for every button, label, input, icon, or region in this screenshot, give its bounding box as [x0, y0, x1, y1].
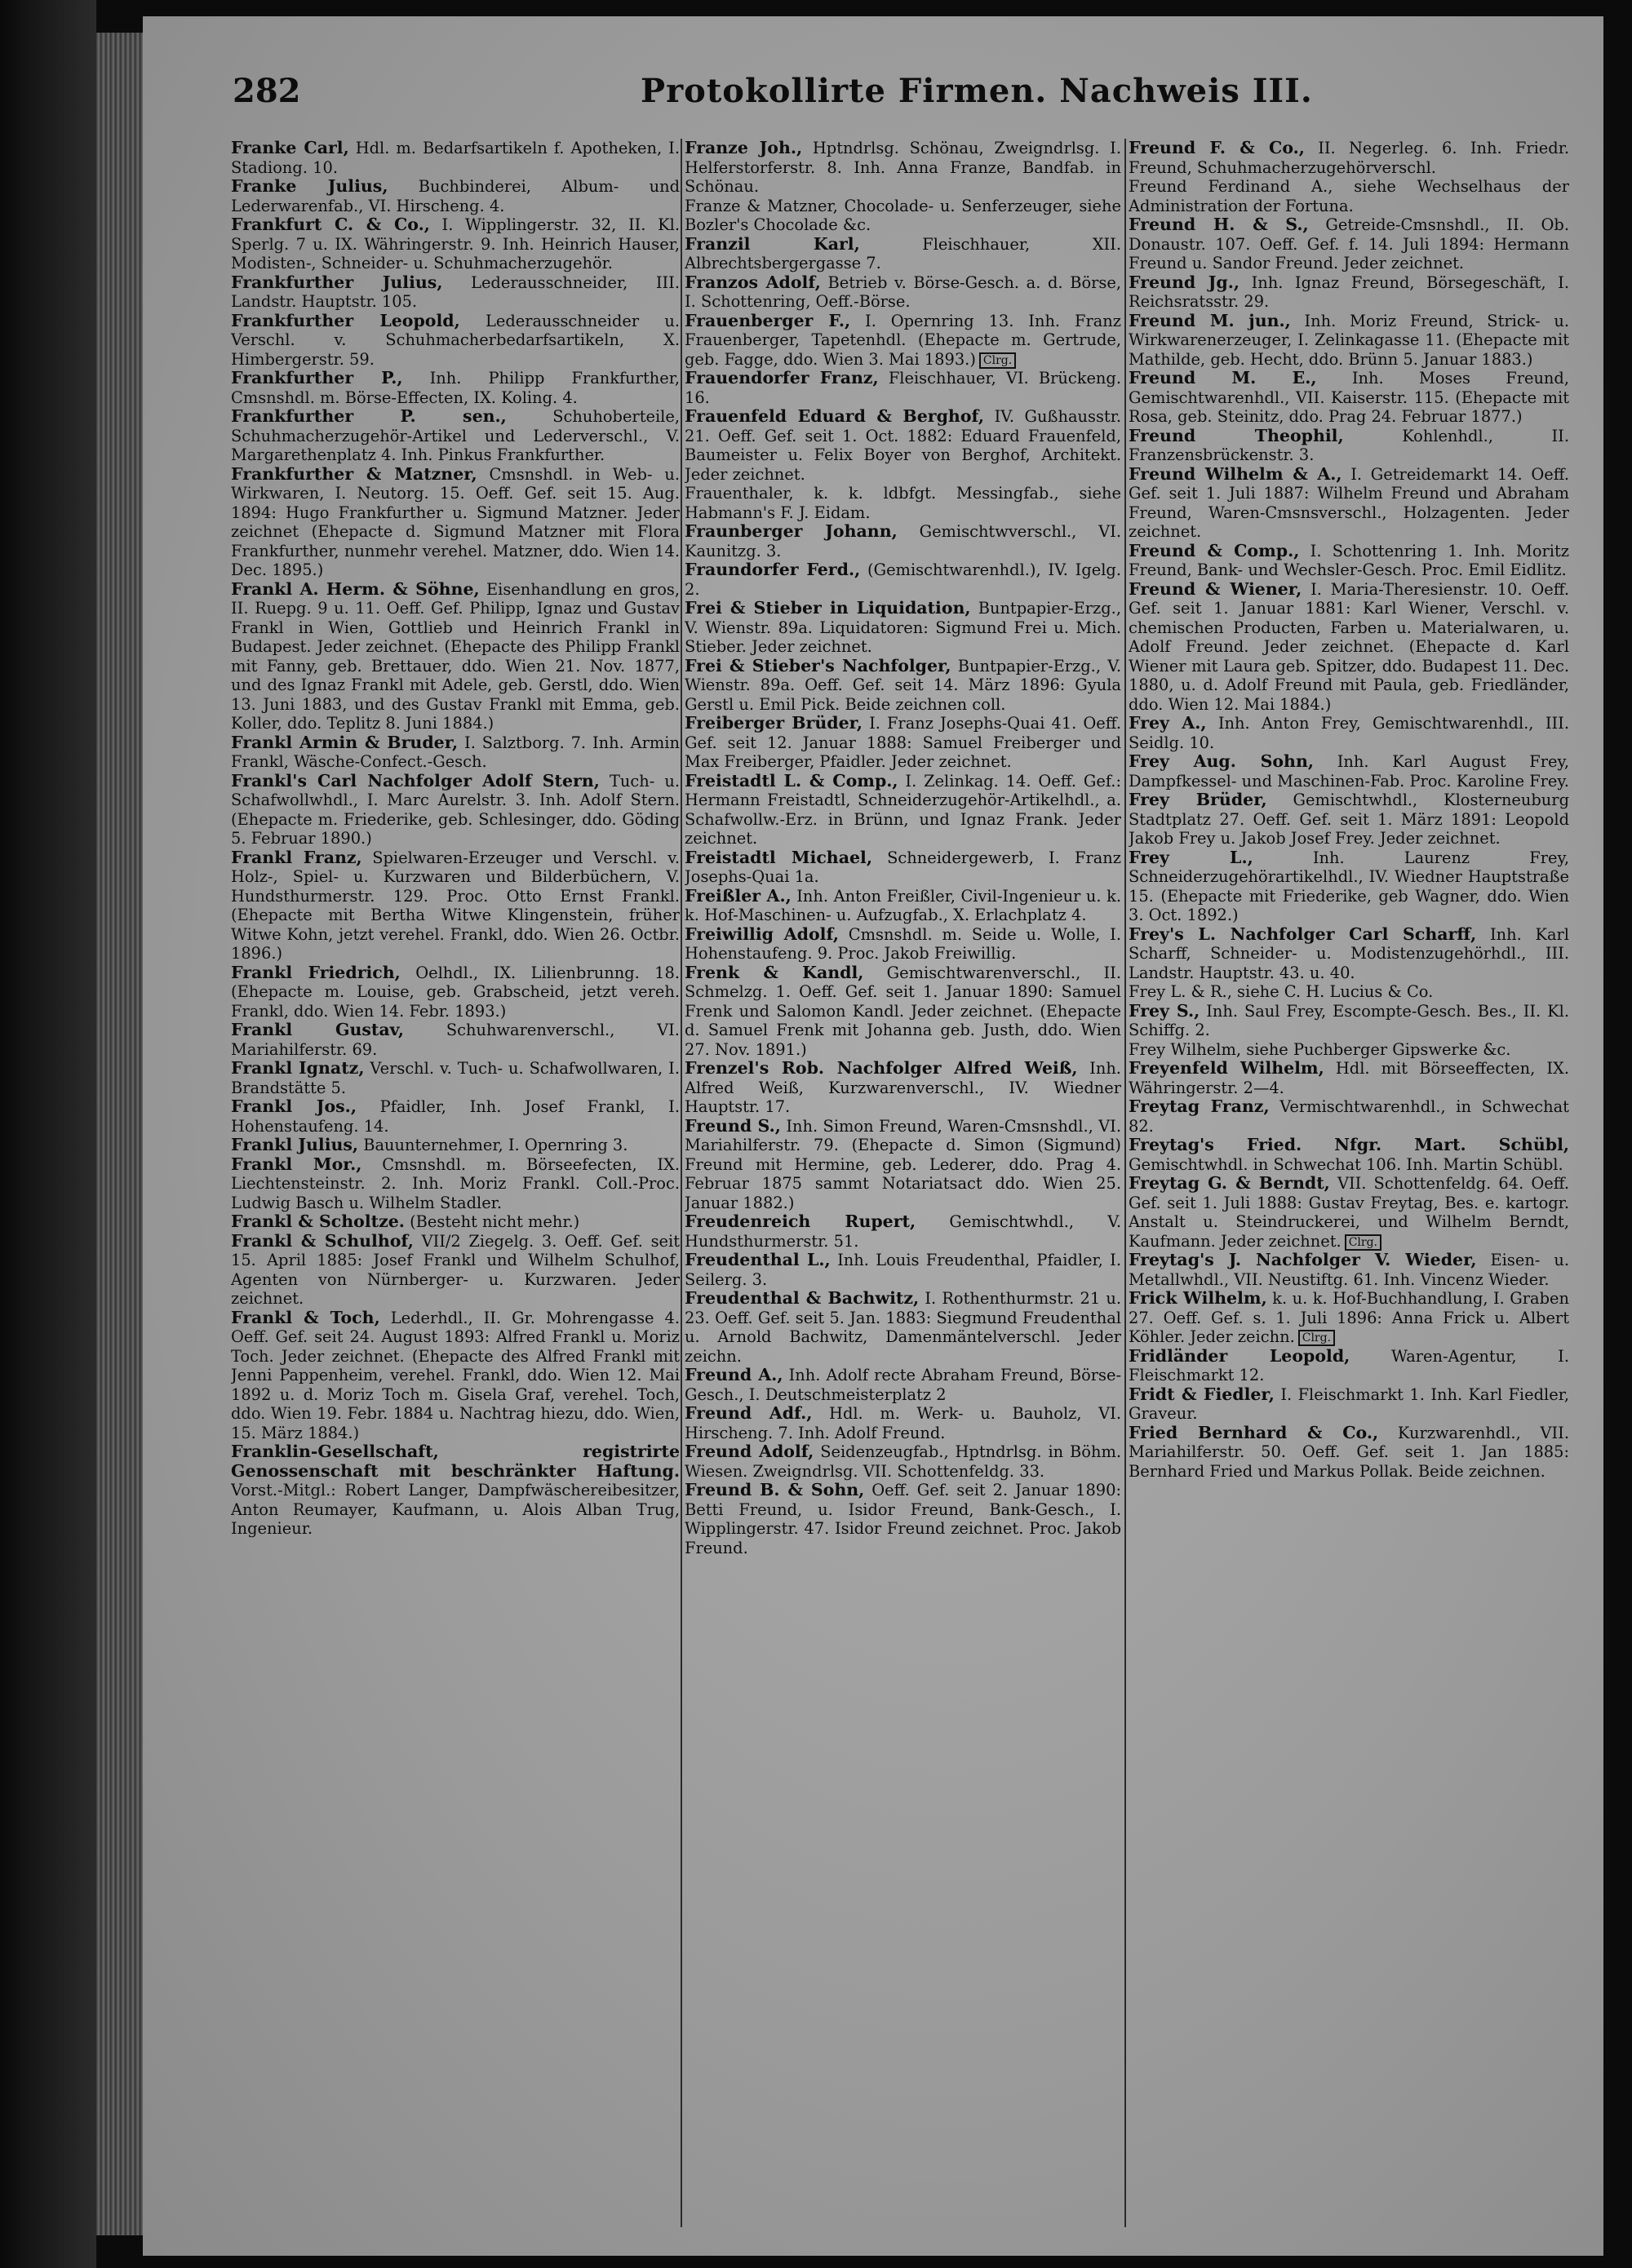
- directory-entry: [1129, 139, 1569, 177]
- firm-name: Freund M. E.,: [1129, 368, 1317, 388]
- entry-text: Seidenzeugfab., Hptndrlsg. in Böhm. Wiesen. Zweigndrlsg. VII. Schottenfeldg. 33.: [685, 1442, 1121, 1481]
- entry-text: (Gemischtwarenhdl.), IV. Igelg. 2.: [685, 560, 1121, 599]
- firm-name: Frenk & Kandl,: [685, 962, 864, 982]
- entry-text: Gemischtwhdl., V. Hundsthurmerstr. 51.: [685, 1212, 1121, 1251]
- entry-text: Schuhoberteile, Schuhmacherzugehör-Artikel und Lederverschl., V. Margarethenplatz 4. Inh. Pinkus Frankfurther.: [231, 407, 680, 464]
- directory-entry: [231, 733, 680, 772]
- firm-name: Frankl Franz,: [231, 847, 362, 867]
- directory-entry: [1129, 215, 1569, 273]
- firm-name: Freißler A.,: [685, 885, 792, 906]
- firm-name: Freytag Franz,: [1129, 1096, 1270, 1116]
- directory-entry: [1129, 1251, 1569, 1289]
- book-spine: [0, 0, 96, 2268]
- firm-name: Franze Joh.,: [685, 139, 803, 157]
- firm-name: Frey S.,: [1129, 1000, 1200, 1021]
- directory-entry: [685, 848, 1121, 887]
- entry-text: Kurzwarenhdl., VII. Mariahilferstr. 50. Oeff. Gef. seit 1. Jan 1885: Bernhard Fried und Markus Pollak. Beide zeichnen.: [1129, 1423, 1569, 1481]
- firm-name: Freudenreich Rupert,: [685, 1212, 916, 1231]
- directory-entry: [685, 312, 1121, 370]
- entry-text: Lederausschneider, III. Landstr. Hauptstr. 105.: [231, 272, 680, 311]
- column-1: [231, 139, 680, 2227]
- directory-entry: [685, 1442, 1121, 1481]
- directory-entry: [685, 772, 1121, 848]
- directory-entry: [231, 1442, 680, 1539]
- directory-entry: [231, 580, 680, 733]
- firm-name: Freund & Comp.,: [1129, 540, 1300, 560]
- directory-entry: [1129, 1347, 1569, 1385]
- column-3: [1129, 139, 1569, 2227]
- firm-name: Frey L.,: [1129, 847, 1253, 867]
- directory-entry: [231, 772, 680, 848]
- directory-entry: [685, 1289, 1121, 1366]
- entry-text: Betrieb v. Börse-Gesch. a. d. Börse, I. Schottenring, Oeff.-Börse.: [685, 272, 1121, 311]
- firm-name: Freund Jg.,: [1129, 272, 1240, 292]
- firm-name: Freytag's J. Nachfolger V. Wieder,: [1129, 1250, 1477, 1269]
- directory-entry: [685, 887, 1121, 925]
- entry-text: Gemischtwarenverschl., II. Schmelzg. 1. Oeff. Gef. seit 1. Januar 1890: Samuel Frenk und Salomon Kandl. Jeder zeichnet. (Ehepacte d. Samuel Frenk mit Johanna geb. Justh, ddo. Wien 27. Nov. 1891.): [685, 963, 1121, 1059]
- firm-name: Frankfurther Julius,: [231, 272, 443, 292]
- entry-text: IV. Gußhausstr. 21. Oeff. Gef. seit 1. Oct. 1882: Eduard Frauenfeld, Baumeister u. Felix Boyer von Berghof, Architekt. Jeder zeichnet.: [685, 407, 1121, 484]
- directory-entry: [685, 369, 1121, 407]
- directory-entry: [231, 1155, 680, 1213]
- firm-name: Franzil Karl,: [685, 233, 860, 254]
- firm-name: Frankl Gustav,: [231, 1020, 405, 1039]
- firm-name: Franklin-Gesellschaft, registrirte Genossenschaft mit beschränkter Haftung.: [231, 1442, 680, 1481]
- directory-entry: [685, 235, 1121, 273]
- clearing-stamp: Clrg.: [1345, 1234, 1381, 1251]
- firm-name: Frey A.,: [1129, 713, 1207, 733]
- directory-entry: [685, 1481, 1121, 1557]
- entry-text: Inh. Laurenz Frey, Schneiderzugehörartikelhdl., IV. Wiedner Hauptstraße 15. (Ehepacte mit Friederike, geb Wagner, ddo. Wien 3. Oct. 1892.): [1129, 848, 1569, 924]
- entry-text: (Besteht nicht mehr.): [410, 1212, 580, 1231]
- firm-name: Freund Adf.,: [685, 1403, 813, 1423]
- firm-name: Freund M. jun.,: [1129, 310, 1291, 330]
- entry-text: I. Wipplingerstr. 32, II. Kl. Sperlg. 7 u. IX. Währingerstr. 9. Inh. Heinrich Hauser, Modisten-, Schneider- u. Schuhmacherzugehör.: [231, 215, 680, 272]
- directory-entry: [231, 465, 680, 580]
- directory-entry: [1129, 177, 1569, 215]
- directory-entry: [231, 1059, 680, 1097]
- entry-text: Cmsnshdl. m. Seide u. Wolle, I. Hohenstaufeng. 9. Proc. Jakob Freiwillig.: [685, 924, 1121, 963]
- directory-entry: [1129, 427, 1569, 465]
- entry-text: Frauenthaler, k. k. ldbfgt. Messingfab., siehe Habmann's F. J. Eidam.: [685, 484, 1121, 522]
- entry-text: Gemischtwverschl., VI. Kaunitzg. 3.: [685, 522, 1121, 560]
- firm-name: Frankl's Carl Nachfolger Adolf Stern,: [231, 770, 600, 791]
- entry-text: Buntpapier-Erzg., V. Wienstr. 89a. Liquidatoren: Sigmund Frei u. Mich. Stieber. Jeder zeichnet.: [685, 599, 1121, 656]
- firm-name: Frenzel's Rob. Nachfolger Alfred Weiß,: [685, 1058, 1078, 1078]
- directory-entry: [231, 848, 680, 963]
- entry-text: I. Franz Josephs-Quai 41. Oeff. Gef. seit 12. Januar 1888: Samuel Freiberger und Max Freiberger, Pfaidler. Jeder zeichnet.: [685, 714, 1121, 771]
- directory-entry: [231, 1136, 680, 1155]
- directory-entry: [231, 1309, 680, 1443]
- directory-entry: [1129, 1289, 1569, 1347]
- entry-text: Hptndrlsg. Schönau, Zweigndrlsg. I. Helferstorferstr. 8. Inh. Anna Franze, Bandfab. in Schönau.: [685, 139, 1121, 196]
- directory-entry: [685, 484, 1121, 522]
- firm-name: Fridländer Leopold,: [1129, 1345, 1350, 1366]
- entry-text: Gemischtwhdl. in Schwechat 106. Inh. Martin Schübl.: [1129, 1154, 1563, 1174]
- entry-text: Verschl. v. Tuch- u. Schafwollwaren, I. Brandstätte 5.: [231, 1059, 680, 1097]
- entry-text: Tuch- u. Schafwollwhdl., I. Marc Aurelstr. 3. Inh. Adolf Stern. (Ehepacte m. Friederike, geb. Schlesinger, ddo. Göding 5. Februar 1890.): [231, 771, 680, 848]
- entry-text: Buntpapier-Erzg., V. Wienstr. 89a. Oeff. Gef. seit 14. März 1896: Gyula Gerstl u. Emil Pick. Beide zeichnen coll.: [685, 656, 1121, 714]
- directory-entry: [231, 369, 680, 407]
- firm-name: Fraundorfer Ferd.,: [685, 560, 861, 579]
- entry-text: Gemischtwhdl., Klosterneuburg Stadtplatz 27. Oeff. Gef. seit 1. März 1891: Leopold Jakob Frey u. Jakob Josef Frey. Jeder zeichnet.: [1129, 791, 1569, 848]
- directory-entry: [231, 273, 680, 312]
- firm-name: Frey Brüder,: [1129, 790, 1267, 809]
- directory-entry: [685, 1404, 1121, 1442]
- firm-name: Freudenthal L.,: [685, 1250, 831, 1269]
- directory-entry: [685, 963, 1121, 1060]
- firm-name: Freund B. & Sohn,: [685, 1480, 865, 1499]
- entry-text: I. Getreidemarkt 14. Oeff. Gef. seit 1. Juli 1887: Wilhelm Freund und Abraham Freund, Waren-Cmsnsverschl., Holzagenten. Jeder zeichnet.: [1129, 464, 1569, 541]
- entry-text: Inh. Karl Scharff, Schneider- u. Modistenzugehörhdl., III. Landstr. Hauptstr. 43. u. 40.: [1129, 924, 1569, 982]
- directory-entry: [231, 177, 680, 215]
- directory-entry: [231, 1232, 680, 1309]
- entry-text: VII. Schottenfeldg. 64. Oeff. Gef. seit 1. Juli 1888: Gustav Freytag, Bes. e. kartogr. Anstalt u. Steindruckerei, und Wilhelm Berndt, Kaufmann. Jeder zeichnet.: [1129, 1174, 1569, 1251]
- entry-text: Inh. Adolf recte Abraham Freund, Börse-Gesch., I. Deutschmeisterplatz 2: [685, 1366, 1121, 1404]
- entry-text: Eisenhandlung en gros, II. Ruepg. 9 u. 11. Oeff. Gef. Philipp, Ignaz und Gustav Frankl in Wien, Gottlieb und Heinrich Frankl in Budapest. Jeder zeichnet. (Ehepacte des Philipp Frankl mit Fanny, geb. Brettauer, ddo. Wien 21. Nov. 1877, und des Ignaz Frankl mit Adele, geb. Gerstl, ddo. Wien 13. Juni 1883, und des Gustav Frankl mit Emma, geb. Koller, ddo. Teplitz 8. Juni 1884.): [231, 579, 680, 733]
- firm-name: Fraunberger Johann,: [685, 521, 898, 541]
- firm-name: Freund Theophil,: [1129, 425, 1344, 445]
- entry-text: Hdl. m. Bedarfsartikeln f. Apotheken, I. Stadiong. 10.: [231, 139, 680, 177]
- directory-entry: [1129, 1040, 1569, 1060]
- entry-text: Inh. Alfred Weiß, Kurzwarenverschl., IV. Wiedner Hauptstr. 17.: [685, 1059, 1121, 1116]
- clearing-stamp: Clrg.: [979, 352, 1016, 369]
- directory-entry: [231, 1021, 680, 1059]
- directory-entry: [685, 1212, 1121, 1251]
- entry-text: I. Salztborg. 7. Inh. Armin Frankl, Wäsche-Confect.-Gesch.: [231, 733, 680, 771]
- directory-entry: [231, 1097, 680, 1136]
- directory-entry: [685, 1366, 1121, 1404]
- entry-text: Inh. Saul Frey, Escompte-Gesch. Bes., II. Kl. Schiffg. 2.: [1129, 1001, 1569, 1039]
- entry-text: Bauunternehmer, I. Opernring 3.: [363, 1136, 628, 1154]
- entry-text: Hdl. mit Börseeffecten, IX. Währingerstr. 2—4.: [1129, 1059, 1569, 1097]
- firm-name: Frey Aug. Sohn,: [1129, 751, 1314, 771]
- entry-text: Lederausschneider u. Verschl. v. Schuhmacherbedarfsartikeln, X. Himbergerstr. 59.: [231, 311, 680, 369]
- entry-text: Schneidergewerb, I. Franz Josephs-Quai 1a.: [685, 848, 1121, 886]
- firm-name: Fried Bernhard & Co.,: [1129, 1422, 1379, 1442]
- directory-entry: [1129, 1097, 1569, 1136]
- entry-text: I. Schottenring 1. Inh. Moritz Freund, Bank- und Wechsler-Gesch. Proc. Emil Eidlitz.: [1129, 541, 1569, 579]
- entry-text: Inh. Moriz Freund, Strick- u. Wirkwarenerzeuger, I. Zelinkagasse 11. (Ehepacte mit Mathilde, geb. Hecht, ddo. Brünn 5. Januar 1883.): [1129, 311, 1569, 369]
- directory-entry: [685, 657, 1121, 715]
- directory-entry: [685, 560, 1121, 599]
- entry-text: Inh. Ignaz Freund, Börsegeschäft, I. Reichsratsstr. 29.: [1129, 272, 1569, 311]
- entry-text: Inh. Anton Frey, Gemischtwarenhdl., III. Seidlg. 10.: [1129, 714, 1569, 752]
- book-page: [143, 16, 1603, 2256]
- entry-text: Oeff. Gef. seit 2. Januar 1890: Betti Freund, u. Isidor Freund, Bank-Gesch., I. Wipplingerstr. 47. Isidor Freund zeichnet. Proc. Jakob Freund.: [685, 1481, 1121, 1557]
- directory-entry: [1129, 273, 1569, 312]
- entry-text: I. Zelinkag. 14. Oeff. Gef.: Hermann Freistadtl, Schneiderzugehör-Artikelhdl., a. Schafwollw.-Erz. in Brünn, und Ignaz Frank. Jeder zeichnet.: [685, 771, 1121, 848]
- firm-name: Freund Wilhelm & A.,: [1129, 463, 1342, 484]
- firm-name: Freiberger Brüder,: [685, 713, 863, 733]
- entry-text: I. Fleischmarkt 1. Inh. Karl Fiedler, Graveur.: [1129, 1384, 1569, 1423]
- entry-text: Waren-Agentur, I. Fleischmarkt 12.: [1129, 1346, 1569, 1384]
- directory-entry: [1129, 542, 1569, 580]
- entry-text: Eisen- u. Metallwhdl., VII. Neustiftg. 61. Inh. Vincenz Wieder.: [1129, 1251, 1569, 1289]
- firm-name: Franke Carl,: [231, 139, 349, 157]
- directory-entry: [1129, 465, 1569, 542]
- firm-name: Freund Adolf,: [685, 1442, 814, 1461]
- directory-entry: [685, 714, 1121, 772]
- directory-entry: [685, 1251, 1121, 1289]
- firm-name: Franke Julius,: [231, 176, 388, 196]
- firm-name: Frei & Stieber's Nachfolger,: [685, 655, 951, 676]
- directory-entry: [685, 1117, 1121, 1213]
- entry-text: Inh. Moses Freund, Gemischtwarenhdl., VII. Kaiserstr. 115. (Ehepacte mit Rosa, geb. Steinitz, ddo. Prag 24. Februar 1877.): [1129, 369, 1569, 426]
- clearing-stamp: Clrg.: [1298, 1330, 1335, 1346]
- entry-text: I. Rothenthurmstr. 21 u. 23. Oeff. Gef. seit 5. Jan. 1883: Siegmund Freudenthal u. Arnold Bachwitz, Damenmäntelverschl. Jeder zeichn.: [685, 1289, 1121, 1366]
- firm-name: Frauenberger F.,: [685, 310, 851, 330]
- firm-name: Franzos Adolf,: [685, 272, 821, 292]
- entry-text: Franze & Matzner, Chocolade- u. Senferzeuger, siehe Bozler's Chocolade &c.: [685, 196, 1121, 234]
- entry-text: Cmsnshdl. m. Börseefecten, IX. Liechtensteinstr. 2. Inh. Moriz Frankl. Coll.-Proc. Ludwig Basch u. Wilhelm Stadler.: [231, 1154, 680, 1212]
- firm-name: Freyenfeld Wilhelm,: [1129, 1058, 1324, 1078]
- firm-name: Frankfurther P. sen.,: [231, 406, 507, 426]
- directory-entry: [1129, 925, 1569, 983]
- column-2: [685, 139, 1121, 2227]
- firm-name: Frankl Armin & Bruder,: [231, 732, 459, 752]
- directory-entry: [1129, 1059, 1569, 1097]
- firm-name: Frankfurther P.,: [231, 368, 403, 388]
- firm-name: Freudenthal & Bachwitz,: [685, 1288, 920, 1308]
- directory-entry: [1129, 752, 1569, 791]
- entry-text: Cmsnshdl. in Web- u. Wirkwaren, I. Neutorg. 15. Oeff. Gef. seit 15. Aug. 1894: Hugo Frankfurther u. Sigmund Matzner. Jeder zeichnet (Ehepacte d. Sigmund Matzner mit Flora Frankfurther, nunmehr verehel. Matzner, ddo. Wien 14. Dec. 1895.): [231, 464, 680, 579]
- firm-name: Freund H. & S.,: [1129, 215, 1309, 234]
- entry-text: Kohlenhdl., II. Franzensbrückenstr. 3.: [1129, 426, 1569, 464]
- directory-entry: [685, 925, 1121, 963]
- directory-entry: [1129, 1136, 1569, 1174]
- firm-name: Frankl Friedrich,: [231, 962, 401, 982]
- directory-entry: [1129, 1174, 1569, 1251]
- directory-entry: [1129, 982, 1569, 1002]
- entry-text: I. Maria-Theresienstr. 10. Oeff. Gef. seit 1. Januar 1881: Karl Wiener, Verschl. v. chemischen Producten, Farben u. Materialwaren, u. Adolf Freund. Jeder zeichnet. (Ehepacte d. Karl Wiener mit Laura geb. Spitzer, ddo. Budapest 11. Dec. 1880, u. d. Adolf Freund mit Paula, geb. Friedländer, ddo. Wien 12. Mai 1884.): [1129, 579, 1569, 714]
- entry-text: Inh. Louis Freudenthal, Pfaidler, I. Seilerg. 3.: [685, 1251, 1121, 1289]
- firm-name: Frankl Mor.,: [231, 1154, 362, 1174]
- firm-name: Frankl & Toch,: [231, 1307, 380, 1327]
- firm-name: Frei & Stieber in Liquidation,: [685, 598, 971, 618]
- directory-entry: [685, 407, 1121, 484]
- directory-entry: [685, 197, 1121, 235]
- running-title: Protokollirte Firmen. Nachweis III.: [641, 72, 1313, 110]
- firm-name: Frankl Julius,: [231, 1135, 359, 1154]
- page-edges: [96, 33, 145, 2235]
- entry-text: Freund Ferdinand A., siehe Wechselhaus der Administration der Fortuna.: [1129, 177, 1569, 215]
- directory-entry: [685, 139, 1121, 197]
- entry-text: Lederhdl., II. Gr. Mohrengasse 4. Oeff. Gef. seit 24. August 1893: Alfred Frankl u. Moriz Toch. Jeder zeichnet. (Ehepacte des Alfred Frankl mit Jenni Pappenheim, verehel. Frankl, ddo. Wien 12. Mai 1892 u. d. Moriz Toch m. Gisela Graf, verehel. Toch, ddo. Wien 19. Febr. 1884 u. Nachtrag hiezu, ddo. Wien, 15. März 1884.): [231, 1308, 680, 1442]
- entry-text: Vorst.-Mitgl.: Robert Langer, Dampfwäschereibesitzer, Anton Reumayer, Kaufmann, u. Alois Alban Trug, Ingenieur.: [231, 1481, 680, 1538]
- entry-text: Spielwaren-Erzeuger und Verschl. v. Holz-, Spiel- u. Kurzwaren und Bilderbüchern, V. Hundsthurmerstr. 129. Proc. Otto Ernst Frankl. (Ehepacte mit Bertha Witwe Klingenstein, früher Witwe Kohn, jetzt verehel. Frankl, ddo. Wien 26. Octbr. 1896.): [231, 848, 680, 963]
- directory-entry: [1129, 312, 1569, 370]
- entry-text: Fleischhauer, XII. Albrechtsbergergasse 7.: [685, 234, 1121, 272]
- directory-entry: [685, 273, 1121, 312]
- firm-name: Frankfurther Leopold,: [231, 310, 460, 330]
- directory-entry: [1129, 580, 1569, 715]
- directory-entry: [231, 215, 680, 273]
- firm-name: Freund A.,: [685, 1365, 783, 1384]
- firm-name: Frankfurther & Matzner,: [231, 463, 477, 484]
- entry-text: Inh. Karl August Frey, Dampfkessel- und Maschinen-Fab. Proc. Karoline Frey.: [1129, 752, 1569, 791]
- entry-text: Inh. Simon Freund, Waren-Cmsnshdl., VI. Mariahilferstr. 79. (Ehepacte d. Simon (Sigmund) Freund mit Hermine, geb. Lederer, ddo. Prag 4. Februar 1875 sammt Notariatsact ddo. Wien 25. Januar 1882.): [685, 1116, 1121, 1212]
- directory-entry: [685, 1059, 1121, 1117]
- entry-text: Schuhwarenverschl., VI. Mariahilferstr. 69.: [231, 1021, 680, 1059]
- firm-name: Frankl Jos.,: [231, 1096, 357, 1116]
- firm-name: Freund S.,: [685, 1115, 781, 1136]
- entry-text: Inh. Anton Freißler, Civil-Ingenieur u. k. k. Hof-Maschinen- u. Aufzugfab., X. Erlachplatz 4.: [685, 886, 1121, 924]
- entry-text: Vermischtwarenhdl., in Schwechat 82.: [1129, 1097, 1569, 1136]
- directory-entry: [231, 407, 680, 465]
- firm-name: Frankl & Schulhof,: [231, 1230, 414, 1251]
- directory-entry: [1129, 1002, 1569, 1040]
- firm-name: Frankl & Scholtze.: [231, 1212, 405, 1231]
- firm-name: Frauenfeld Eduard & Berghof,: [685, 406, 985, 426]
- page-number: 282: [233, 72, 301, 110]
- firm-name: Frankfurt C. & Co.,: [231, 215, 430, 234]
- firm-name: Freytag's Fried. Nfgr. Mart. Schübl,: [1129, 1135, 1569, 1154]
- entry-text: Inh. Philipp Frankfurther, Cmsnshdl. m. Börse-Effecten, IX. Koling. 4.: [231, 369, 680, 407]
- firm-name: Freistadtl Michael,: [685, 847, 872, 867]
- firm-name: Frey's L. Nachfolger Carl Scharff,: [1129, 924, 1477, 944]
- entry-text: Buchbinderei, Album- und Lederwarenfab., VI. Hirscheng. 4.: [231, 177, 680, 215]
- entry-text: Fleischhauer, VI. Brückeng. 16.: [685, 369, 1121, 407]
- directory-entry: [1129, 1424, 1569, 1482]
- directory-entry: [1129, 848, 1569, 925]
- entry-text: Frey Wilhelm, siehe Puchberger Gipswerke &c.: [1129, 1039, 1511, 1059]
- directory-entry: [685, 522, 1121, 560]
- firm-name: Freytag G. & Berndt,: [1129, 1173, 1330, 1193]
- directory-entry: [231, 963, 680, 1021]
- firm-name: Freiwillig Adolf,: [685, 924, 839, 944]
- directory-entry: [1129, 714, 1569, 752]
- directory-entry: [231, 1212, 680, 1232]
- directory-entry: [1129, 369, 1569, 427]
- column-divider: [681, 139, 682, 2227]
- directory-columns: [231, 139, 1573, 2227]
- entry-text: II. Negerleg. 6. Inh. Friedr. Freund, Schuhmacherzugehörverschl.: [1129, 139, 1569, 177]
- firm-name: Freistadtl L. & Comp.,: [685, 770, 898, 791]
- directory-entry: [231, 312, 680, 370]
- firm-name: Freund & Wiener,: [1129, 578, 1302, 599]
- directory-entry: [1129, 1385, 1569, 1424]
- entry-text: Pfaidler, Inh. Josef Frankl, I. Hohenstaufeng. 14.: [231, 1097, 680, 1136]
- directory-entry: [685, 599, 1121, 657]
- entry-text: I. Opernring 13. Inh. Franz Frauenberger, Tapetenhdl. (Ehepacte m. Gertrude, geb. Fagge, ddo. Wien 3. Mai 1893.): [685, 311, 1121, 369]
- entry-text: VII/2 Ziegelg. 3. Oeff. Gef. seit 15. April 1885: Josef Frankl und Wilhelm Schulhof, Agenten von Nürnberger- u. Kurzwaren. Jeder zeichnet.: [231, 1231, 680, 1308]
- column-divider: [1124, 139, 1126, 2227]
- firm-name: Frankl A. Herm. & Söhne,: [231, 578, 480, 599]
- directory-entry: [231, 139, 680, 177]
- entry-text: Getreide-Cmsnshdl., II. Ob. Donaustr. 107. Oeff. Gef. f. 14. Juli 1894: Hermann Freund u. Sandor Freund. Jeder zeichnet.: [1129, 215, 1569, 272]
- firm-name: Freund F. & Co.,: [1129, 139, 1305, 157]
- firm-name: Frauendorfer Franz,: [685, 368, 879, 388]
- directory-entry: [1129, 791, 1569, 848]
- firm-name: Frankl Ignatz,: [231, 1058, 365, 1078]
- entry-text: Hdl. m. Werk- u. Bauholz, VI. Hirscheng. 7. Inh. Adolf Freund.: [685, 1404, 1121, 1442]
- entry-text: Oelhdl., IX. Lilienbrunng. 18. (Ehepacte m. Louise, geb. Grabscheid, jetzt vereh. Frankl, ddo. Wien 14. Febr. 1893.): [231, 963, 680, 1021]
- firm-name: Frick Wilhelm,: [1129, 1288, 1267, 1308]
- firm-name: Fridt & Fiedler,: [1129, 1384, 1275, 1404]
- entry-text: k. u. k. Hof-Buchhandlung, I. Graben 27. Oeff. Gef. s. 1. Juli 1896: Anna Frick u. Albert Köhler. Jeder zeichn.: [1129, 1289, 1569, 1346]
- page-header: [233, 72, 1326, 121]
- entry-text: Frey L. & R., siehe C. H. Lucius & Co.: [1129, 982, 1434, 1001]
